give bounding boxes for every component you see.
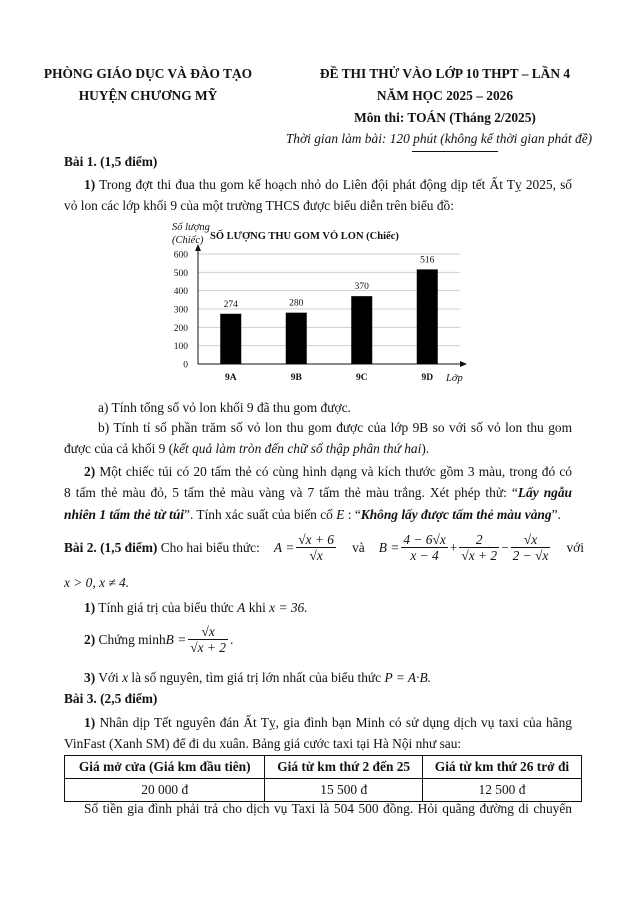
bai1-question-b-line1: b) Tính tỉ số phần trăm số vỏ lon thu gom được của lớp 9B so với số vỏ lon thu gom bbox=[98, 420, 572, 435]
bai2-q3-x: x bbox=[122, 670, 129, 685]
bai2-q3-text-a: Với bbox=[98, 670, 123, 685]
bai1-p1-num: 1) bbox=[84, 177, 96, 192]
B3-denominator: 2 − √x bbox=[512, 548, 549, 563]
B-plus: + bbox=[449, 539, 458, 555]
y-tick-label: 400 bbox=[173, 287, 188, 298]
B3-numerator: √x bbox=[511, 532, 551, 548]
header-time: Thời gian làm bài: 120 phút (không kể thời gian phát đề) bbox=[285, 131, 593, 146]
bai2-and: và bbox=[352, 539, 365, 555]
bar-chart bbox=[150, 218, 480, 388]
header-subject: Môn thi: TOÁN (Tháng 2/2025) bbox=[354, 110, 536, 125]
B2-numerator: 2 bbox=[459, 532, 499, 548]
table-header-row bbox=[65, 756, 582, 779]
x-tick-label: 9A bbox=[224, 373, 237, 383]
bai3-p1-text1: Nhân dịp Tết nguyên đán Ất Tỵ, gia đình bạn Minh có sử dụng dịch vụ taxi của hãng bbox=[99, 715, 572, 730]
bai1-p2-line2 bbox=[64, 483, 572, 503]
header-exam-title: ĐỀ THI THỬ VÀO LỚP 10 THPT – LẦN 4 bbox=[319, 66, 571, 81]
bai2-title: Bài 2. (1,5 điểm) bbox=[64, 539, 158, 555]
header-district: HUYỆN CHƯƠNG MỸ bbox=[78, 88, 218, 103]
bai2-with: với bbox=[566, 539, 584, 555]
bai1-question-a: a) Tính tổng số vỏ lon khối 9 đã thu gom được. bbox=[98, 400, 351, 415]
header-department: PHÒNG GIÁO DỤC VÀ ĐÀO TẠO bbox=[43, 66, 253, 81]
table-header-cell: Giá từ km thứ 2 đến 25 bbox=[265, 756, 422, 779]
bai2-q2-end: . bbox=[229, 631, 234, 647]
x-tick-label: 9B bbox=[290, 373, 302, 383]
expression-A bbox=[274, 532, 338, 563]
bar-value-label: 516 bbox=[420, 255, 435, 266]
header-divider bbox=[412, 151, 498, 152]
B-fraction-3 bbox=[511, 532, 551, 563]
y-tick-label: 200 bbox=[173, 323, 188, 334]
B1-denominator: x − 4 bbox=[410, 548, 439, 563]
bai1-p2-text3: ”. Tính xác suất của biến cố bbox=[184, 507, 337, 522]
B-fraction-2 bbox=[459, 532, 499, 563]
A-numerator: √x + 6 bbox=[298, 532, 334, 547]
A-lhs: A = bbox=[273, 539, 295, 555]
table-header-cell: Giá từ km thứ 26 trở đi bbox=[422, 756, 581, 779]
bai1-qb-italic: kết quả làm tròn đến chữ số thập phân thứ hai bbox=[173, 441, 422, 456]
B-lhs: B = bbox=[378, 539, 400, 555]
bai1-p2-line1 bbox=[64, 462, 572, 482]
x-axis-arrow-icon bbox=[460, 361, 467, 367]
bai2-statement bbox=[64, 532, 584, 563]
bai1-p2-num: 2) bbox=[84, 464, 96, 479]
bai3-p1-line2: VinFast (Xanh SM) để đi du xuân. Bảng giá cước taxi tại Hà Nội như sau: bbox=[64, 736, 462, 751]
bai2-condition: x > 0, x ≠ 4. bbox=[64, 575, 130, 590]
bai2-q3-text-b: là số nguyên, tìm giá trị lớn nhất của biểu thức bbox=[128, 670, 385, 685]
bai1-p2-text4: : “ bbox=[344, 507, 361, 522]
header-school-year: NĂM HỌC 2025 – 2026 bbox=[376, 88, 514, 103]
bar-value-label: 274 bbox=[223, 299, 238, 310]
bai2-question-1 bbox=[84, 600, 308, 616]
bai1-p2-text1: Một chiếc túi có 20 tấm thẻ có cùng hình dạng và kích thước gồm 3 màu, trong đó có bbox=[99, 464, 572, 479]
bai3-p1-line1 bbox=[64, 713, 572, 733]
B2-denominator: √x + 2 bbox=[461, 548, 498, 563]
bar bbox=[351, 296, 372, 364]
chart-title: SỐ LƯỢNG THU GOM VỎ LON (Chiếc) bbox=[210, 231, 399, 242]
B1-numerator: 4 − 6√x bbox=[403, 532, 446, 547]
bai2-intro: Cho hai biểu thức: bbox=[160, 539, 260, 555]
bar bbox=[417, 269, 438, 364]
y-tick-label: 0 bbox=[183, 360, 188, 371]
bai2-q2-num: 2) bbox=[84, 631, 96, 647]
x-tick-label: 9C bbox=[355, 373, 368, 383]
table-cell: 12 500 đ bbox=[422, 779, 581, 802]
bai1-p1-line2: vỏ lon các lớp khối 9 của một trường THCS được biểu diễn trên biểu đồ: bbox=[64, 198, 454, 213]
bai2-question-3 bbox=[84, 670, 431, 686]
bai2-q1-text-b: khi bbox=[245, 600, 270, 615]
bar bbox=[286, 313, 307, 364]
bai2-q2-text: Chứng minh bbox=[98, 631, 166, 647]
y-axis-label-line1: Số lượng bbox=[172, 222, 210, 233]
bai1-p2-text2: 8 tấm thẻ màu đỏ, 5 tấm thẻ màu vàng và 7 tấm thẻ màu trắng. Xét phép thử: “ bbox=[64, 485, 518, 500]
y-axis-label-line2: (Chiếc) bbox=[172, 235, 204, 246]
bai1-p2-line3 bbox=[64, 505, 572, 525]
bai2-q1-A: A bbox=[237, 600, 246, 615]
bar bbox=[220, 314, 241, 364]
bar-value-label: 280 bbox=[289, 298, 304, 309]
x-axis-label: Lớp bbox=[446, 373, 463, 384]
x-tick-label: 9D bbox=[421, 373, 434, 383]
A-fraction bbox=[296, 532, 336, 563]
bai2-q2-fraction bbox=[188, 624, 228, 655]
y-tick-label: 100 bbox=[173, 342, 188, 353]
bai1-p1-text1: Trong đợt thi đua thu gom kế hoạch nhỏ do Liên đội phát động dịp tết Ất Tỵ 2025, số bbox=[99, 177, 572, 192]
bai1-p2-bolditalic3: Không lấy được tấm thẻ màu vàng bbox=[360, 507, 552, 522]
y-tick-label: 300 bbox=[173, 305, 188, 316]
y-tick-label: 600 bbox=[173, 250, 188, 261]
bai2-question-2 bbox=[84, 624, 233, 655]
bai1-qb-text-b: ). bbox=[421, 441, 430, 456]
bai1-question-b-line2 bbox=[64, 439, 572, 459]
bai2-q3-expression: P = A·B. bbox=[384, 670, 431, 685]
bai2-q1-num: 1) bbox=[84, 600, 96, 615]
bai1-p2-text5: ”. bbox=[551, 507, 561, 522]
expression-B bbox=[379, 532, 553, 563]
bai2-q2-lhs: B = bbox=[165, 631, 187, 647]
bar-value-label: 370 bbox=[354, 282, 369, 293]
table-header-cell: Giá mở cửa (Giá km đầu tiên) bbox=[65, 756, 265, 779]
table-cell: 20 000 đ bbox=[65, 779, 265, 802]
bai1-p1-line1 bbox=[64, 175, 572, 195]
A-denominator: √x bbox=[309, 548, 323, 563]
bai1-p2-bolditalic2: nhiên 1 tấm thẻ từ túi bbox=[64, 507, 185, 522]
y-tick-label: 500 bbox=[173, 268, 188, 279]
bai1-p2-bolditalic1: Lấy ngẫu bbox=[517, 485, 572, 500]
bai2-q1-value: x = 36. bbox=[269, 600, 308, 615]
bai2-q2-numerator: √x bbox=[188, 624, 228, 640]
bai3-last-line: Số tiền gia đình phải trả cho dịch vụ Taxi là 504 500 đồng. Hỏi quãng đường di chuyển bbox=[84, 801, 572, 816]
bai1-qb-text-a: được của cả khối 9 ( bbox=[64, 441, 174, 456]
taxi-fare-table bbox=[64, 755, 582, 802]
bai3-title: Bài 3. (2,5 điểm) bbox=[64, 691, 158, 706]
table-cell: 15 500 đ bbox=[265, 779, 422, 802]
B-fraction-1 bbox=[401, 532, 447, 563]
bai1-title: Bài 1. (1,5 điểm) bbox=[64, 154, 158, 169]
bai2-q2-denominator: √x + 2 bbox=[190, 640, 226, 655]
bai2-q1-text-a: Tính giá trị của biểu thức bbox=[98, 600, 238, 615]
bai2-q3-num: 3) bbox=[84, 670, 96, 685]
bai1-event-E: E bbox=[336, 507, 345, 522]
bai3-p1-num: 1) bbox=[84, 715, 96, 730]
B-minus: − bbox=[501, 539, 509, 555]
